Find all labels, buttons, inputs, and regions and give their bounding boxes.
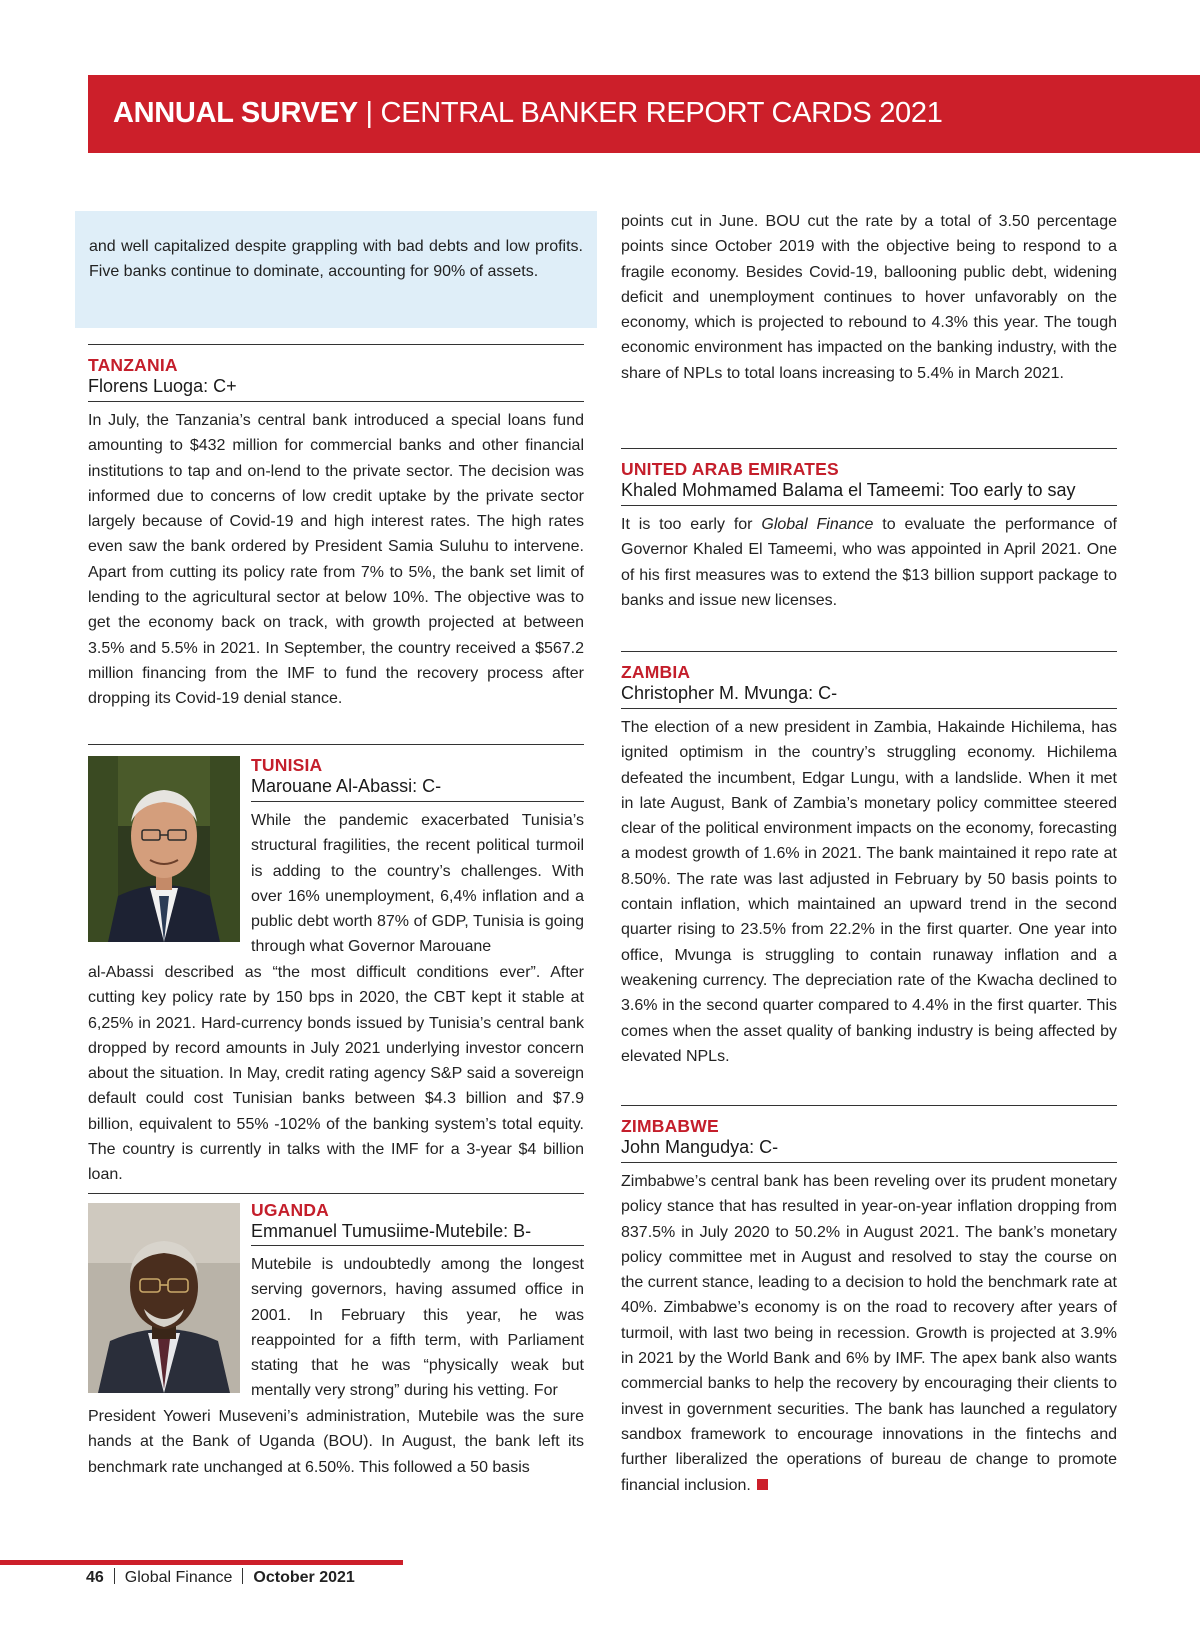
title-light: CENTRAL BANKER REPORT CARDS 2021 <box>380 97 943 129</box>
footer-separator <box>242 1568 243 1584</box>
zambia-body: The election of a new president in Zambia, Hakainde Hichilema, has ignited optimism in the country’s struggling economy. Hichilema defeated the incumbent, Edgar Lungu, with a landslide. When it met in late August, Bank of Zambia’s monetary policy committee steered clear of the political environment impacts on the economy, forecasting a modest growth of 1.6% in 2021. The bank maintained it repo rate at 8.50%. The rate was last adjusted in February by 50 basis points to contain inflation, which maintained an upward trend in the second quarter rising to 23.5% from 22.2% in the first quarter. One year into office, Mvunga is struggling to contain runaway inflation and a weakening currency. The depreciation rate of the Kwacha declined to 3.6% in the second quarter compared to 4.4% in the first quarter. This comes when the asset quality of banking industry is being affected by elevated NPLs. <box>621 719 1117 1065</box>
tanzania-body: In July, the Tanzania’s central bank introduced a special loans fund amounting to $432 million for commercial banks and other financial institutions to tap and on-lend to the private sector. The decision was informed due to concerns of low credit uptake by the private sector largely because of Covid-19 and high interest rates. The high rates even saw the bank ordered by President Samia Suluhu to intervene. Apart from cutting its policy rate from 7% to 5%, the bank set limit of lending to the agricultural sector at below 10%. The objective was to get the economy back on track, with growth projected at between 3.5% and 5.5% in 2021. In September, the country received a $567.2 million financing from the IMF to fund the recovery process after dropping its Covid-19 denial stance. <box>88 412 584 708</box>
end-mark-icon <box>757 1479 768 1490</box>
page-title <box>113 97 943 130</box>
section-rule <box>621 1105 1117 1106</box>
country-uganda: UGANDA <box>251 1200 330 1220</box>
section-rule <box>88 344 584 345</box>
section-rule <box>621 651 1117 652</box>
governor-tanzania: Florens Luoga: C+ <box>88 376 237 396</box>
governor-uganda: Emmanuel Tumusiime-Mutebile: B- <box>251 1221 532 1241</box>
uae-body-publication: Global Finance <box>761 516 874 533</box>
section-rule <box>88 744 584 745</box>
country-tunisia: TUNISIA <box>251 755 323 775</box>
governor-zimbabwe: John Mangudya: C- <box>621 1137 779 1157</box>
title-bold: ANNUAL SURVEY <box>113 97 358 129</box>
tunisia-governor-photo <box>88 756 240 942</box>
section-rule <box>621 1162 1117 1163</box>
governor-tunisia: Marouane Al-Abassi: C- <box>251 776 442 796</box>
publication-name: Global Finance <box>124 1569 233 1586</box>
governor-zambia: Christopher M. Mvunga: C- <box>621 683 838 703</box>
intro-box <box>75 211 597 328</box>
governor-uae: Khaled Mohmamed Balama el Tameemi: Too early to say <box>621 480 1076 500</box>
uae-body-post: to evaluate the performance of Governor Khaled El Tameemi, who was appointed in April 2021. One of his first measures was to extend the $13 billion support package to banks and issue new licenses. <box>621 516 1117 609</box>
uganda-body-continued: points cut in June. BOU cut the rate by a total of 3.50 percentage points since October 2019 with the objective being to respond to a fragile economy. Besides Covid-19, ballooning public debt, widening deficit and unemployment continues to hover unfavorably on the economy, which is projected to rebound to 4.3% this year. The tough economic environment has impacted on the banking industry, with the share of NPLs to total loans increasing to 5.4% in March 2021. <box>621 213 1117 382</box>
header-banner <box>88 75 1200 153</box>
uae-body-pre: It is too early for <box>621 516 762 533</box>
section-rule <box>621 448 1117 449</box>
uae-body <box>621 512 1117 613</box>
country-tanzania: TANZANIA <box>88 355 178 375</box>
country-zimbabwe: ZIMBABWE <box>621 1116 719 1136</box>
section-rule <box>251 1245 584 1246</box>
section-rule <box>88 1193 584 1194</box>
footer-separator <box>114 1568 115 1584</box>
country-uae: UNITED ARAB EMIRATES <box>621 459 839 479</box>
page-number: 46 <box>86 1569 104 1586</box>
section-rule <box>251 801 584 802</box>
section-rule <box>88 401 584 402</box>
zimbabwe-body-text: Zimbabwe’s central bank has been reveling over its prudent monetary policy stance that has resulted in year-on-year inflation dropping from 837.5% in July 2020 to 50.2% in August 2021. The bank’s monetary policy committee met in August and resolved to stay the course on the current stance, leading to a decision to hold the benchmark rate at 40%. Zimbabwe’s economy is on the road to recovery after years of turmoil, with last two being in recession. Growth is projected at 3.9% in 2021 by the World Bank and 6% by IMF. The apex bank also wants commercial banks to help the recovery by encouraging their clients to invest in government securities. The bank has launched a regulatory sandbox framework to encourage innovations in the fintechs and further liberalized the operations of bureau de change to promote financial inclusion. <box>621 1173 1117 1494</box>
country-zambia: ZAMBIA <box>621 662 691 682</box>
tunisia-body-side: While the pandemic exacerbated Tunisia’s structural fragilities, the recent political turmoil is adding to the country’s challenges. With over 16% unemployment, 6,4% inflation and a public debt worth 87% of GDP, Tunisia is going through what Governor Marouane <box>251 812 584 956</box>
section-rule <box>621 505 1117 506</box>
page-footer <box>86 1568 355 1587</box>
title-separator: | <box>357 97 381 129</box>
uganda-governor-photo <box>88 1203 240 1393</box>
issue-date: October 2021 <box>253 1569 355 1586</box>
intro-text: and well capitalized despite grappling with bad debts and low profits. Five banks continue to dominate, accounting for 90% of assets. <box>89 238 583 280</box>
zimbabwe-body <box>621 1169 1117 1498</box>
footer-accent-bar <box>0 1560 403 1565</box>
tunisia-body-full: al-Abassi described as “the most difficult conditions ever”. After cutting key policy rate by 150 bps in 2020, the CBT kept it stable at 6,25% in 2021. Hard-currency bonds issued by Tunisia’s central bank dropped by record amounts in July 2021 underlying investor concern about the situation. In May, credit rating agency S&P said a sovereign default could cost Tunisian banks between $4.3 billion and $7.9 billion, equivalent to 55% -102% of the banking system’s total equity. The country is currently in talks with the IMF for a 3-year $4 billion loan. <box>88 964 584 1184</box>
uganda-body-full: President Yoweri Museveni’s administration, Mutebile was the sure hands at the Bank of Uganda (BOU). In August, the bank left its benchmark rate unchanged at 6.50%. This followed a 50 basis <box>88 1408 584 1476</box>
section-rule <box>621 708 1117 709</box>
uganda-body-side: Mutebile is undoubtedly among the longest serving governors, having assumed office in 2001. In February this year, he was reappointed for a fifth term, with Parliament stating that he was “physically weak but mentally very strong” during his vetting. For <box>251 1256 584 1400</box>
